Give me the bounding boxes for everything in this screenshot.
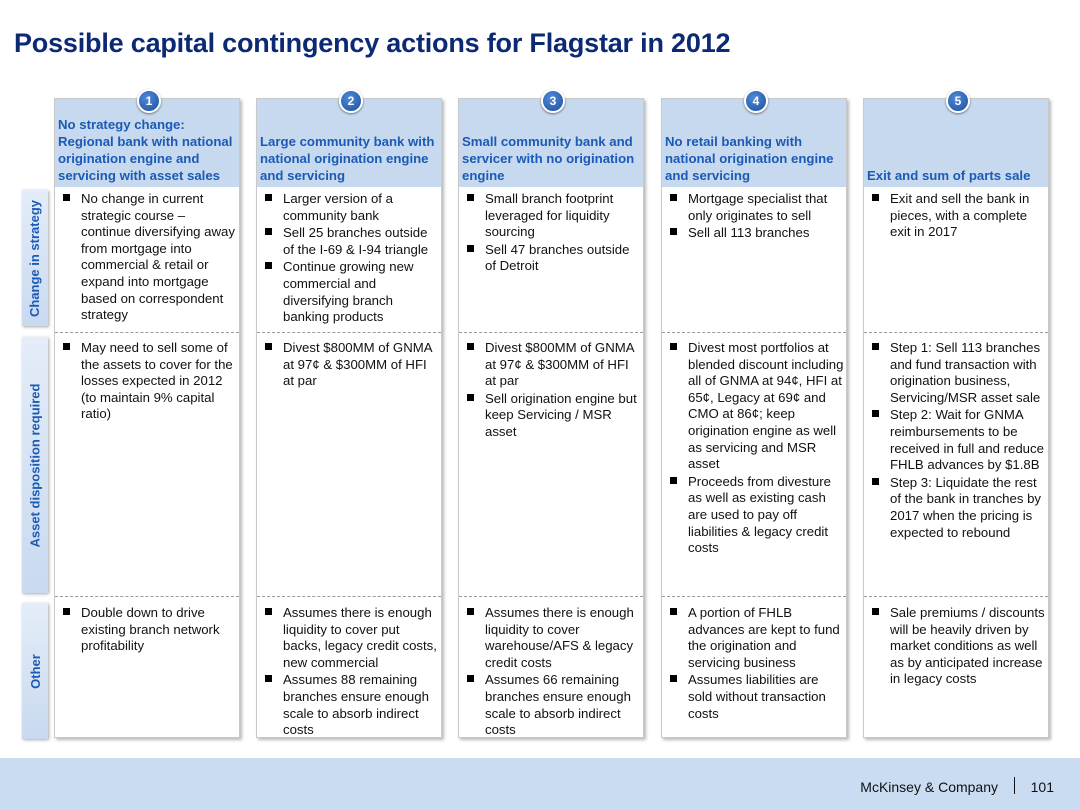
strategy-cell <box>459 187 643 329</box>
bullet-item: Continue growing new commercial and diversifying branch banking products <box>257 259 441 325</box>
row-divider <box>864 596 1048 597</box>
option-column-2 <box>256 94 442 738</box>
asset-disposition-cell <box>864 335 1048 597</box>
bullet-item: No change in current strategic course – continue diversifying away from mortgage into commercial & retail or expand into mortgage based on correspondent strategy <box>55 191 239 324</box>
row-divider <box>55 332 239 333</box>
page-number: 101 <box>1030 779 1054 795</box>
asset-disposition-cell <box>55 335 239 597</box>
row-divider <box>459 332 643 333</box>
bullet-item: Step 3: Liquidate the rest of the bank in tranches by 2017 when the pricing is expected to rebound <box>864 475 1048 541</box>
row-divider <box>257 596 441 597</box>
other-cell <box>864 599 1048 735</box>
other-cell <box>459 599 643 738</box>
bullet-item: Step 2: Wait for GNMA reimbursements to be received in full and reduce FHLB advances by $1.8B <box>864 407 1048 473</box>
bullet-item: Exit and sell the bank in pieces, with a complete exit in 2017 <box>864 191 1048 241</box>
column-header-text: Large community bank with national origination engine and servicing <box>260 134 435 183</box>
column-header <box>662 94 846 187</box>
option-column-3 <box>458 94 644 738</box>
footer-divider <box>1014 777 1015 794</box>
strategy-cell <box>864 187 1048 329</box>
column-header-text: No retail banking with national origination engine and servicing <box>665 134 834 183</box>
strategy-cell <box>662 187 846 329</box>
bullet-item: May need to sell some of the assets to cover for the losses expected in 2012 (to maintain 9% capital ratio) <box>55 340 239 423</box>
bullet-item: Assumes there is enough liquidity to cover put backs, legacy credit costs, new commercial <box>257 605 441 671</box>
option-column-5 <box>863 94 1049 738</box>
option-number-badge: 2 <box>339 89 363 113</box>
option-number-badge: 3 <box>541 89 565 113</box>
bullet-item: Assumes there is enough liquidity to cover warehouse/AFS & legacy credit costs <box>459 605 643 671</box>
page-title: Possible capital contingency actions for Flagstar in 2012 <box>14 28 731 58</box>
bullet-item: Sale premiums / discounts will be heavily driven by market conditions as well as by anticipated increase in legacy costs <box>864 605 1048 688</box>
other-cell <box>662 599 846 735</box>
bullet-item: Mortgage specialist that only originates to sell <box>662 191 846 224</box>
row-divider <box>459 596 643 597</box>
bullet-item: Assumes liabilities are sold without transaction costs <box>662 672 846 722</box>
bullet-item: Assumes 66 remaining branches ensure enough scale to absorb indirect costs <box>459 672 643 738</box>
option-column-4 <box>661 94 847 738</box>
row-divider <box>257 332 441 333</box>
bullet-item: Double down to drive existing branch network profitability <box>55 605 239 655</box>
row-divider <box>662 332 846 333</box>
bullet-item: Sell origination engine but keep Servicing / MSR asset <box>459 391 643 441</box>
strategy-cell <box>257 187 441 329</box>
bullet-item: A portion of FHLB advances are kept to fund the origination and servicing business <box>662 605 846 671</box>
asset-disposition-cell <box>257 335 441 597</box>
row-label-change-in-strategy: Change in strategy <box>22 190 48 326</box>
row-divider <box>864 332 1048 333</box>
asset-disposition-cell <box>459 335 643 597</box>
column-header <box>55 94 239 187</box>
other-cell <box>257 599 441 738</box>
bullet-item: Small branch footprint leveraged for liquidity sourcing <box>459 191 643 241</box>
bullet-item: Larger version of a community bank <box>257 191 441 224</box>
column-header <box>864 94 1048 187</box>
option-number-badge: 5 <box>946 89 970 113</box>
company-name: McKinsey & Company <box>860 779 998 795</box>
bullet-item: Step 1: Sell 113 branches and fund transaction with origination business, Servicing/MSR asset sale <box>864 340 1048 406</box>
column-header-text: Exit and sum of parts sale <box>867 168 1031 183</box>
row-divider <box>662 596 846 597</box>
asset-disposition-cell <box>662 335 846 597</box>
column-header-text: Small community bank and servicer with no origination engine <box>462 134 635 183</box>
option-number-badge: 4 <box>744 89 768 113</box>
bullet-item: Proceeds from divesture as well as existing cash are used to pay off liabilities & legacy credit costs <box>662 474 846 557</box>
bullet-item: Divest $800MM of GNMA at 97¢ & $300MM of HFI at par <box>459 340 643 390</box>
bullet-item: Divest $800MM of GNMA at 97¢ & $300MM of HFI at par <box>257 340 441 390</box>
column-header <box>459 94 643 187</box>
column-header <box>257 94 441 187</box>
row-label-other: Other <box>22 603 48 739</box>
row-divider <box>55 596 239 597</box>
bullet-item: Assumes 88 remaining branches ensure enough scale to absorb indirect costs <box>257 672 441 738</box>
bullet-item: Sell 47 branches outside of Detroit <box>459 242 643 275</box>
strategy-cell <box>55 187 239 329</box>
other-cell <box>55 599 239 735</box>
option-number-badge: 1 <box>137 89 161 113</box>
row-label-asset-disposition: Asset disposition required <box>22 337 48 593</box>
footer-bar <box>0 758 1080 810</box>
bullet-item: Divest most portfolios at blended discount including all of GNMA at 94¢, HFI at 65¢, Legacy at 69¢ and CMO at 86¢; keep origination engine as well as servicing and MSR asset <box>662 340 846 473</box>
column-header-text: No strategy change: Regional bank with national origination engine and servicing with asset sales <box>58 117 233 183</box>
option-column-1 <box>54 94 240 738</box>
bullet-item: Sell 25 branches outside of the I-69 & I-94 triangle <box>257 225 441 258</box>
bullet-item: Sell all 113 branches <box>662 225 846 242</box>
